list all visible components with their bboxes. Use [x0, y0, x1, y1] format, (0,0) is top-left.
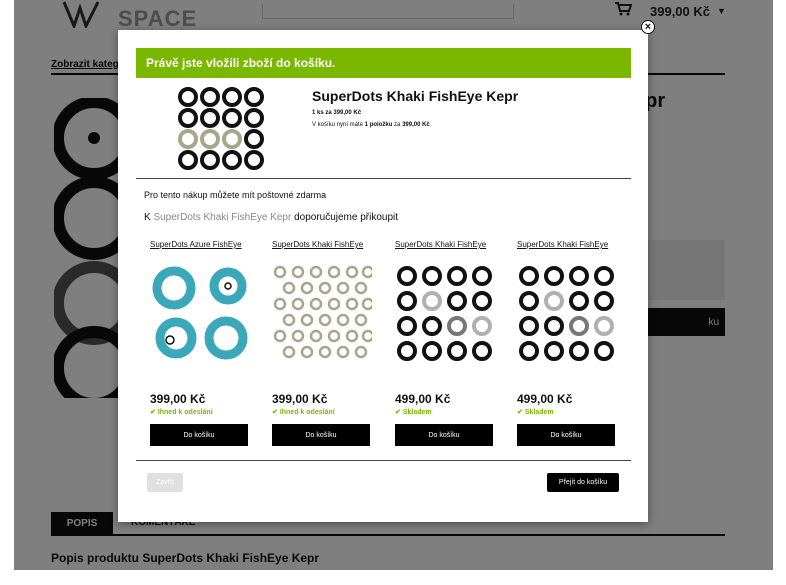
recommended-product-image[interactable]	[272, 264, 372, 364]
recommend-prefix: K	[144, 212, 151, 223]
recommended-product-name[interactable]: SuperDots Azure FishEye	[150, 240, 242, 249]
product-price: 499,00 Kč	[395, 392, 451, 406]
stock-label: Skladem	[402, 409, 432, 416]
add-to-cart-button[interactable]: Do košíku	[395, 424, 493, 446]
divider	[136, 460, 631, 461]
recommended-product-name[interactable]: SuperDots Khaki FishEye	[517, 240, 609, 249]
recommended-product-image[interactable]	[150, 264, 250, 364]
divider	[136, 178, 631, 179]
check-icon: ✔	[517, 409, 525, 416]
check-icon: ✔	[150, 409, 158, 416]
free-shipping-note: Pro tento nákup můžete mít poštovné zdarma	[144, 190, 327, 200]
added-product-image	[176, 86, 266, 172]
stock-status	[517, 408, 554, 416]
success-message: Právě jste vložili zboží do košíku.	[136, 48, 631, 78]
recommend-heading	[144, 212, 398, 223]
recommended-product-card	[395, 240, 495, 439]
recommended-product-name[interactable]: SuperDots Khaki FishEye	[395, 240, 487, 249]
product-price: 399,00 Kč	[272, 392, 328, 406]
go-to-cart-button[interactable]: Přejít do košíku	[547, 473, 619, 492]
qty-prefix: 1 ks za	[312, 110, 332, 116]
recommended-product-image[interactable]	[517, 264, 617, 364]
recommended-product-name[interactable]: SuperDots Khaki FishEye	[272, 240, 364, 249]
stock-label: Ihned k odeslání	[279, 409, 335, 416]
recommend-product-name: SuperDots Khaki FishEye Kepr	[153, 212, 292, 223]
product-price: 399,00 Kč	[150, 392, 206, 406]
recommended-product-card	[150, 240, 250, 439]
stock-status	[272, 408, 335, 416]
summary-prefix: V košíku nyní máte	[312, 122, 364, 128]
added-to-cart-modal	[118, 30, 648, 522]
recommended-product-card	[517, 240, 617, 439]
stock-status	[150, 408, 213, 416]
stock-label: Ihned k odeslání	[157, 409, 213, 416]
recommended-product-image[interactable]	[395, 264, 495, 364]
add-to-cart-button[interactable]: Do košíku	[272, 424, 370, 446]
stock-label: Skladem	[524, 409, 554, 416]
recommended-product-card	[272, 240, 372, 439]
add-to-cart-button[interactable]: Do košíku	[150, 424, 248, 446]
summary-total: 399,00 Kč	[402, 122, 430, 128]
check-icon: ✔	[395, 409, 403, 416]
close-button[interactable]: Zavřít	[147, 473, 183, 492]
added-product-name: SuperDots Khaki FishEye Kepr	[312, 88, 519, 104]
cart-summary	[312, 122, 430, 128]
add-to-cart-button[interactable]: Do košíku	[517, 424, 615, 446]
summary-mid: za	[394, 122, 401, 128]
check-icon: ✔	[272, 409, 280, 416]
product-price: 499,00 Kč	[517, 392, 573, 406]
close-icon[interactable]: ×	[641, 20, 655, 34]
qty-price: 399,00 Kč	[333, 110, 362, 116]
recommend-suffix: doporučujeme přikoupit	[294, 212, 399, 223]
added-quantity	[312, 110, 361, 116]
stock-status	[395, 408, 432, 416]
summary-count: 1 položku	[364, 122, 393, 128]
